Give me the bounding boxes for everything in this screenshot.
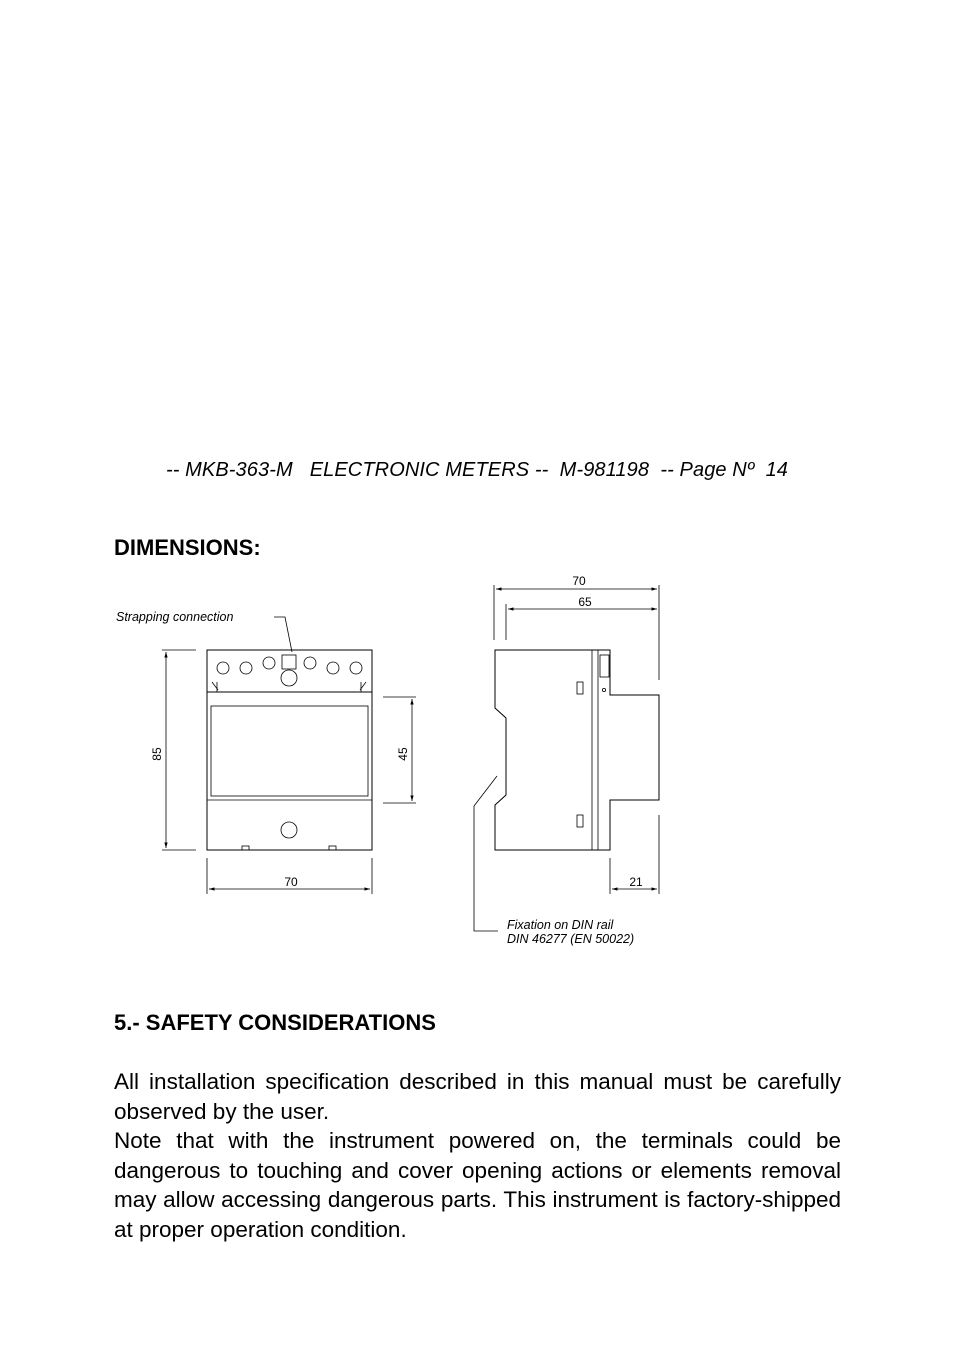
safety-paragraph-2: Note that with the instrument powered on, the terminals could be dangerous to touching and cover opening actions or elements removal may allow accessing dangerous parts. This instrument is factory-shipped at proper operation condition. bbox=[114, 1128, 841, 1242]
din-standard-label: DIN 46277 (EN 50022) bbox=[507, 932, 635, 946]
page-header: -- MKB-363-M ELECTRONIC METERS -- M-981198 -- Page Nº 14 bbox=[165, 459, 789, 481]
strapping-connection-label: Strapping connection bbox=[116, 610, 234, 624]
din-rail-label: Fixation on DIN rail bbox=[507, 918, 614, 932]
safety-heading: 5.- SAFETY CONSIDERATIONS bbox=[114, 1010, 436, 1035]
side-view bbox=[474, 574, 659, 946]
dim-45-label: 45 bbox=[396, 747, 410, 761]
dim-70-side-label: 70 bbox=[572, 574, 586, 588]
dim-85-label: 85 bbox=[150, 747, 164, 761]
dim-70-front-label: 70 bbox=[284, 875, 298, 889]
front-view bbox=[116, 610, 416, 894]
safety-paragraph-1: All installation specification described in this manual must be carefully observed by the user. bbox=[114, 1069, 841, 1124]
dim-21-label: 21 bbox=[629, 875, 643, 889]
dim-65-label: 65 bbox=[578, 595, 592, 609]
dimensions-drawing bbox=[100, 565, 700, 960]
dimensions-heading: DIMENSIONS: bbox=[114, 535, 261, 560]
